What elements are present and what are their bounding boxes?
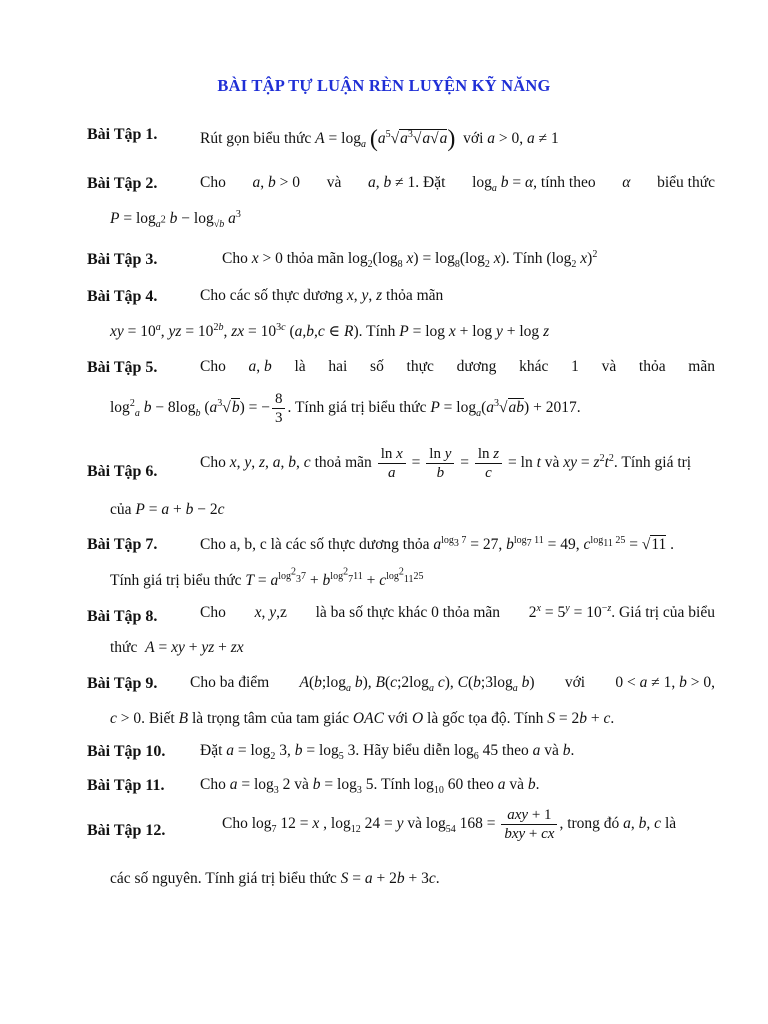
exercise-9-text: Cho ba điểm $A(b;\log_a$ b), $B(c;2\log_a$ c), $C(b;3\log_a$ b) với 0 < a ≠ 1, b > 0, xyxy=(190,674,715,695)
exercise-2-text: Cho a, b > 0 và a, b ≠ 1. Đặt $\log_a b = \alpha$, tính theo α biểu thức xyxy=(200,174,715,195)
exercise-6-text: Cho x, y, z, a, b, c thoả mãn $\frac{\text{ln x}}{a}$ = $\frac{\text{ln y}}{b}$ = $\frac{\text{ln z}}{c}$ = ln t và xy = $z^2t^2$. Tính giá trị xyxy=(200,446,692,481)
exercise-6-label: Bài Tập 6. xyxy=(87,463,158,480)
exercise-8-text: Cho x, y,z là ba số thực khác 0 thỏa mãn $2^x = 5^y = 10^{-z}$. Giá trị của biểu xyxy=(200,602,715,621)
exercise-12-text: Cho $\log_7 12 = x$ , $\log_{12} 24 = y$ và $\log_{54} 168$ = $\frac{\text{axy + 1}}{\text{bxy + cx}}$ , trong đó a, b, c là xyxy=(222,807,677,842)
exercise-11-label: Bài Tập 11. xyxy=(87,777,165,794)
exercise-2-label: Bài Tập 2. xyxy=(87,175,158,192)
exercise-4-formula: xy = $10^a$, yz = $10^{2b}$, zx = $10^{3c}$ (a,b,c ∈ R). Tính P = log x + log y + log z xyxy=(110,321,550,340)
exercise-9-label: Bài Tập 9. xyxy=(87,675,158,692)
exercise-1-label: Bài Tập 1. xyxy=(87,126,158,143)
exercise-5-formula: $\log^2_a b - 8\log_b$ $(a^3√b)$ = − $\frac{8}{3}$ . Tính giá trị biểu thức $P = \log_a(a^3√ab) + 2017$. xyxy=(110,391,581,426)
exercise-7-formula: Tính giá trị biểu thức $T = a^{log^2_37} + b^{log^2_711} + c^{log^2_{11}25}$ xyxy=(110,566,424,589)
exercise-8-label: Bài Tập 8. xyxy=(87,608,158,625)
page-title: BÀI TẬP TỰ LUẬN RÈN LUYỆN KỸ NĂNG xyxy=(217,76,551,95)
exercise-3-text: Cho x > 0 thỏa mãn $\log_2(\log_8$ $x) = \log_8(\log_2$ x). Tính ($\log_2$ x)$^2$ xyxy=(222,248,598,271)
exercise-10-text: Đặt $a = \log_2 3$, $b = \log_5 3$. Hãy biểu diễn $\log_6 45$ theo a và b. xyxy=(200,742,575,763)
exercise-2-formula: $P = \log_{a^2} b - \log_{√b} a^3$ xyxy=(110,208,241,231)
exercise-4-label: Bài Tập 4. xyxy=(87,288,158,305)
exercise-12-formula: các số nguyên. Tính giá trị biểu thức S = a + 2b + 3c. xyxy=(110,870,440,887)
exercise-9-formula: c > 0. Biết B là trọng tâm của tam giác OAC với O là gốc tọa độ. Tính S = 2b + c. xyxy=(110,710,615,727)
exercise-1-text: Rút gọn biểu thức $A = \log_a (a^5√a^3√a√a)$ với a > 0, a ≠ 1 xyxy=(200,126,559,152)
exercise-5-label: Bài Tập 5. xyxy=(87,359,158,376)
exercise-11-text: Cho $a = \log_3 2$ và $b = \log_3 5$. Tính $\log_{10} 60$ theo a và b. xyxy=(200,776,540,797)
exercise-10-label: Bài Tập 10. xyxy=(87,743,166,760)
exercise-7-text: Cho a, b, c là các số thực dương thỏa $a^{log_3 7} = 27$, $b^{log_7 11} = 49$, $c^{log_{11} 25} = √11$ . xyxy=(200,534,675,553)
exercise-7-label: Bài Tập 7. xyxy=(87,536,158,553)
exercise-8-formula: thức A = xy + yz + zx xyxy=(110,639,244,656)
exercise-5-text: Cho a, b là hai số thực dương khác 1 và thỏa mãn xyxy=(200,358,715,375)
exercise-3-label: Bài Tập 3. xyxy=(87,251,158,268)
exercise-12-label: Bài Tập 12. xyxy=(87,822,166,839)
exercise-6-formula: của P = a + b − 2c xyxy=(110,501,225,518)
exercise-4-text: Cho các số thực dương x, y, z thỏa mãn xyxy=(200,287,444,304)
